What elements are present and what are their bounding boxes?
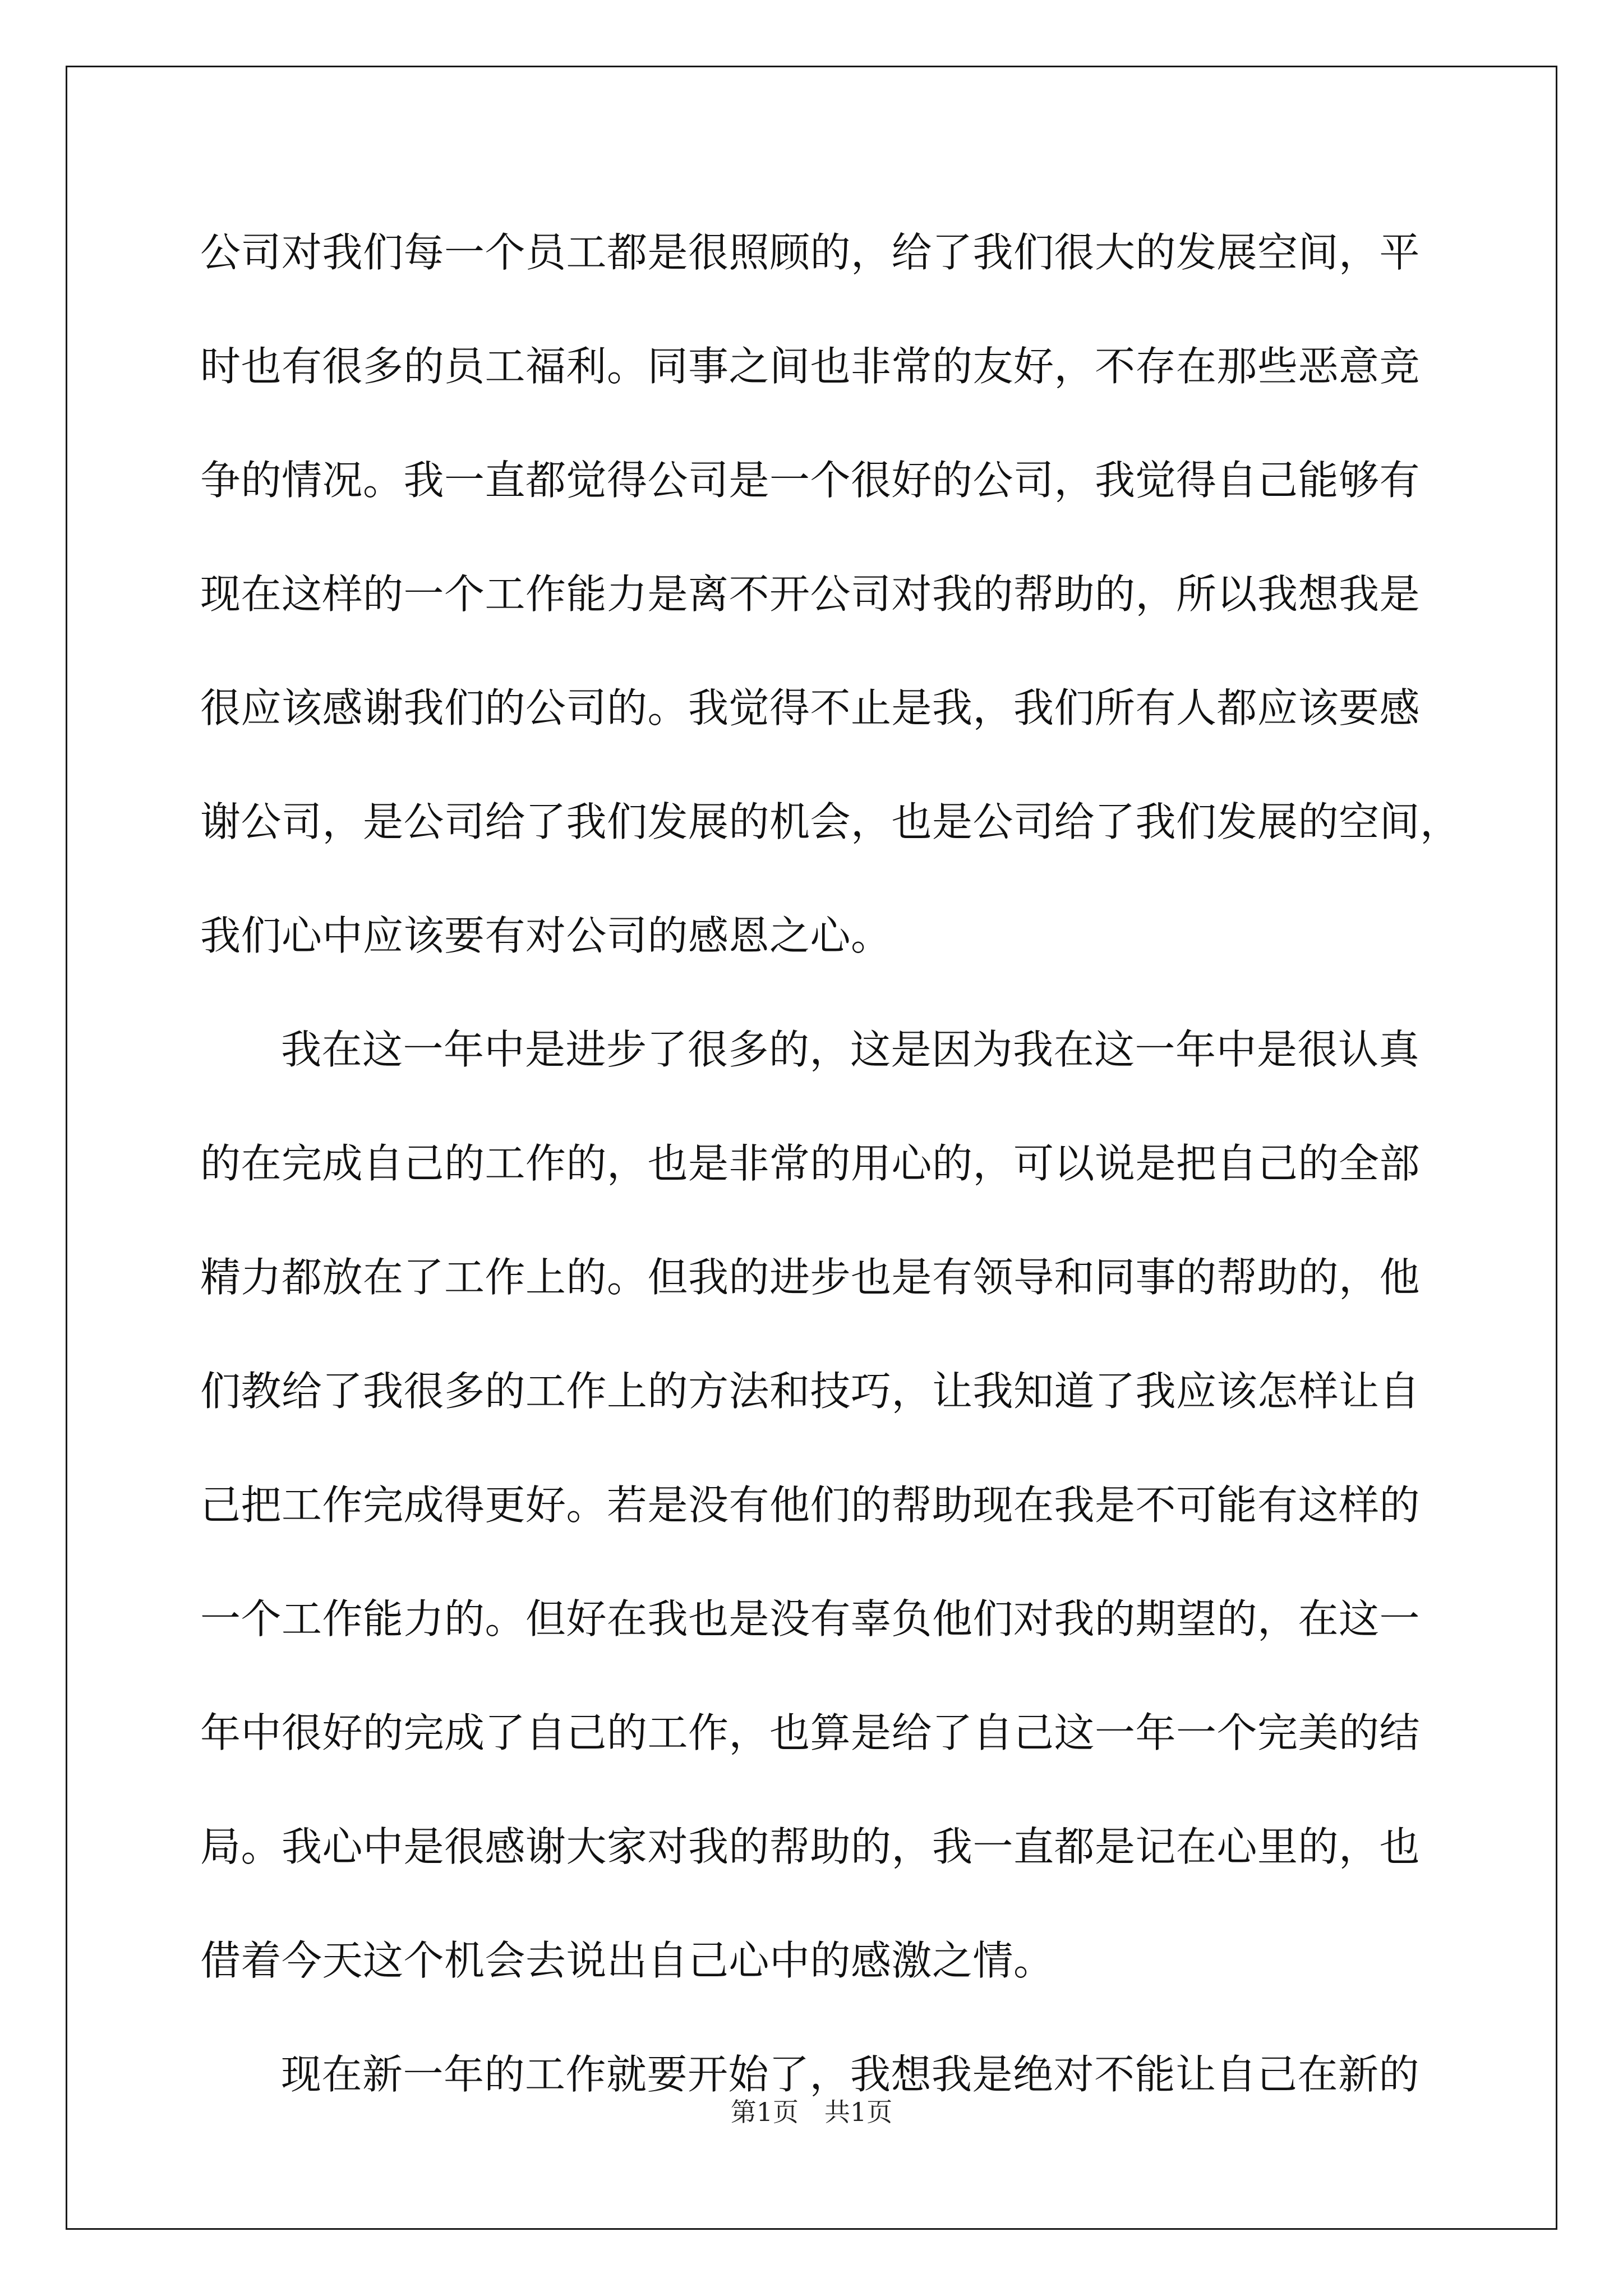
paragraph-start-line: 现在新一年的工作就要开始了，我想我是绝对不能让自己在新的 [281,2051,1420,2098]
text-line: 的在完成自己的工作的，也是非常的用心的，可以说是把自己的全部 [200,1140,1421,1187]
text-line: 公司对我们每一个员工都是很照顾的，给了我们很大的发展空间，平 [200,229,1421,276]
text-line: 谢公司，是公司给了我们发展的机会，也是公司给了我们发展的空间， [200,798,1461,845]
text-line: 己把工作完成得更好。若是没有他们的帮助现在我是不可能有这样的 [200,1481,1421,1529]
text-line: 现在这样的一个工作能力是离不开公司对我的帮助的，所以我想我是 [200,570,1421,618]
text-line: 争的情况。我一直都觉得公司是一个很好的公司，我觉得自己能够有 [200,457,1421,504]
text-line: 局。我心中是很感谢大家对我的帮助的，我一直都是记在心里的，也 [200,1823,1421,1870]
paragraph-start-line: 我在这一年中是进步了很多的，这是因为我在这一年中是很认真 [281,1026,1420,1073]
text-line: 们教给了我很多的工作上的方法和技巧，让我知道了我应该怎样让自 [200,1368,1421,1415]
text-line: 一个工作能力的。但好在我也是没有辜负他们对我的期望的，在这一 [200,1595,1421,1642]
text-line: 我们心中应该要有对公司的感恩之心。 [200,912,892,959]
text-line: 借着今天这个机会去说出自己心中的感激之情。 [200,1937,1054,1984]
text-line: 很应该感谢我们的公司的。我觉得不止是我，我们所有人都应该要感 [200,684,1421,731]
text-line: 时也有很多的员工福利。同事之间也非常的友好，不存在那些恶意竞 [200,343,1421,390]
document-body [200,210,1461,2146]
page-number-footer: 第1页 共1页 [730,2097,893,2127]
text-line: 年中很好的完成了自己的工作，也算是给了自己这一年一个完美的结 [200,1709,1421,1756]
text-line: 精力都放在了工作上的。但我的进步也是有领导和同事的帮助的，他 [200,1254,1421,1301]
